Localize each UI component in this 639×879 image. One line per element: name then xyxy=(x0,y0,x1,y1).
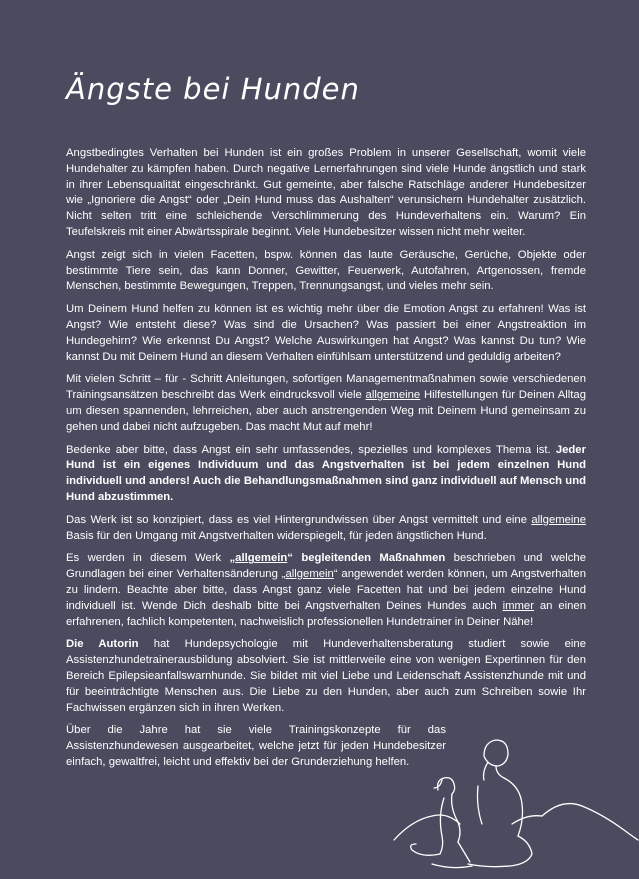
paragraph-intro: Angstbedingtes Verhalten bei Hunden ist ein großes Problem in unserer Gesellschaft, womit viele Hundehalter zu kämpfen haben. Durch negative Lernerfahrungen sind viele Hunde ängstlich und stark in ihrer Lebensqualität eingeschränkt. Gut gemeinte, aber falsche Ratschläge anderer Hundebesitzer wie „Ignoriere die Angst“ oder „Dein Hund muss das Aushalten“ verunsichern Hundehalter zusätzlich. Nicht selten tritt eine schleichende Verschlimmerung des Hundeverhaltens ein. Warum? Ein Teufelskreis mit einer Abwärtsspirale beginnt. Viele Hundebesitzer wissen nicht mehr weiter. xyxy=(66,147,586,238)
paragraph-questions: Um Deinem Hund helfen zu können ist es wichtig mehr über die Emotion Angst zu erfahren! Was ist Angst? Wie entsteht diese? Was sind die Ursachen? Was passiert bei einer Angstreaktion im Hundegehirn? Wie erkennst Du Angst? Welche Auswirkungen hat Angst? Was kannst Du tun? Wie kannst Du mit Deinem Hund an diesem Verhalten einfühlsam unterstützend und geduldig arbeiten? xyxy=(66,303,586,363)
paragraph-individual: Bedenke aber bitte, dass Angst ein sehr umfassendes, spezielles und komplexes Thema ist. Jeder Hund ist ein eigenes Individuum und das Angstverhalten ist bei jedem einzelnen Hund individuell und anders! Auch die Behandlungsmaßnahmen sind ganz individuell auf Mensch und Hund abzustimmen. xyxy=(66,443,586,503)
body-text xyxy=(66,146,586,778)
paragraph-concepts: Über die Jahre hat sie viele Trainingskonzepte für das Assistenzhundewesen ausgearbeitet, welche jetzt für jeden Hundebesitzer einfach, gewaltfrei, leicht und effektiv bei der Grunderziehung helfen. xyxy=(66,724,446,768)
paragraph-facets: Angst zeigt sich in vielen Facetten, bspw. können das laute Geräusche, Gerüche, Objekte oder bestimmte Tiere sein, das kann Donner, Gewitter, Feuerwerk, Autofahren, Artgenossen, fremde Menschen, bestimmte Bewegungen, Treppen, Trennungsangst, und vieles mehr sein. xyxy=(66,248,586,293)
page-title: Ängste bei Hunden xyxy=(66,72,360,106)
paragraph-author: Die Autorin hat Hundepsychologie mit Hundeverhaltensberatung studiert sowie eine Assistenzhundetrainerausbildung absolviert. Sie ist mittlerweile eine von wenigen Expertinnen für den Bereich Epilepsieanfallswarnhunde. Sie bildet mit viel Liebe und Leidenschaft Assistenzhunde mit und für beeinträchtigte Menschen aus. Die Liebe zu den Hunden, aber auch zum Schreiben sowie Ihr Fachwissen ergänzen sich in ihren Werken. xyxy=(66,638,586,714)
paragraph-concept: Das Werk ist so konzipiert, dass es viel Hintergrundwissen über Angst vermittelt und eine allgemeine Basis für den Umgang mit Angstverhalten widerspiegelt, für jeden ängstlichen Hund. xyxy=(66,513,586,542)
paragraph-measures: Es werden in diesem Werk „allgemein“ begleitenden Maßnahmen beschrieben und welche Grundlagen bei einer Verhaltensänderung „allgemein“ angewendet werden können, um Angstverhalten zu lindern. Beachte aber bitte, dass Angst ganz viele Facetten hat und bei jedem einzelne Hund individuell ist. Wende Dich deshalb bitte bei Angstverhalten Deines Hundes auch immer an einen erfahrenen, fachlich kompetenten, nachweislich professionellen Hundetrainer in Deiner Nähe! xyxy=(66,552,587,628)
paragraph-steps: Mit vielen Schritt – für - Schritt Anleitungen, sofortigen Managementmaßnahmen sowie verschiedenen Trainingsansätzen beschreibt das Werk eindrucksvoll viele allgemeine Hilfestellungen für Deinen Alltag um diesen spannenden, lehrreichen, aber auch anstrengenden Weg mit Deinem Hund gemeinsam zu gehen und dabei nicht aufzugeben. Das macht Mut auf mehr! xyxy=(66,373,586,433)
woman-dog-illustration xyxy=(392,728,639,879)
